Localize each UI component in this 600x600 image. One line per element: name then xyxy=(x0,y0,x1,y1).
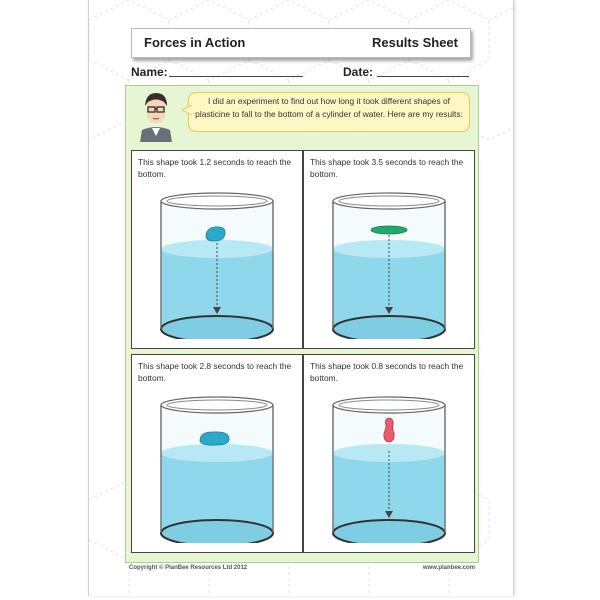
scientist-avatar-icon xyxy=(136,90,176,142)
copyright-text: Copyright © PlanBee Resources Ltd 2012 xyxy=(129,565,248,571)
date-label: Date: xyxy=(343,65,374,79)
worksheet-subtitle: Results Sheet xyxy=(372,35,458,50)
results-panel xyxy=(125,85,479,563)
result-text: This shape took 0.8 seconds to reach the bottom. xyxy=(310,361,464,383)
speech-bubble-tail-icon xyxy=(182,105,192,115)
date-field[interactable] xyxy=(377,76,469,77)
result-text: This shape took 2.8 seconds to reach the bottom. xyxy=(138,361,292,383)
speech-text: I did an experiment to find out how long it took different shapes of plasticine to fall to the bottom of a cylinder of water. Here are my results: xyxy=(195,96,463,119)
beaker-icon xyxy=(322,187,456,339)
worksheet xyxy=(88,0,514,596)
beaker-icon xyxy=(150,391,284,543)
result-card-2 xyxy=(303,150,475,349)
result-card-1 xyxy=(131,150,303,349)
result-card-3 xyxy=(131,354,303,553)
speech-bubble xyxy=(188,92,470,132)
beaker-icon xyxy=(150,187,284,339)
result-text: This shape took 1.2 seconds to reach the bottom. xyxy=(138,157,292,179)
website-link[interactable]: www.planbee.com xyxy=(422,565,475,571)
result-card-4 xyxy=(303,354,475,553)
result-text: This shape took 3.5 seconds to reach the bottom. xyxy=(310,157,464,179)
title-bar xyxy=(131,28,471,58)
name-field[interactable] xyxy=(169,76,303,77)
beaker-icon xyxy=(322,391,456,543)
worksheet-title: Forces in Action xyxy=(144,35,246,50)
name-label: Name: xyxy=(131,65,168,79)
